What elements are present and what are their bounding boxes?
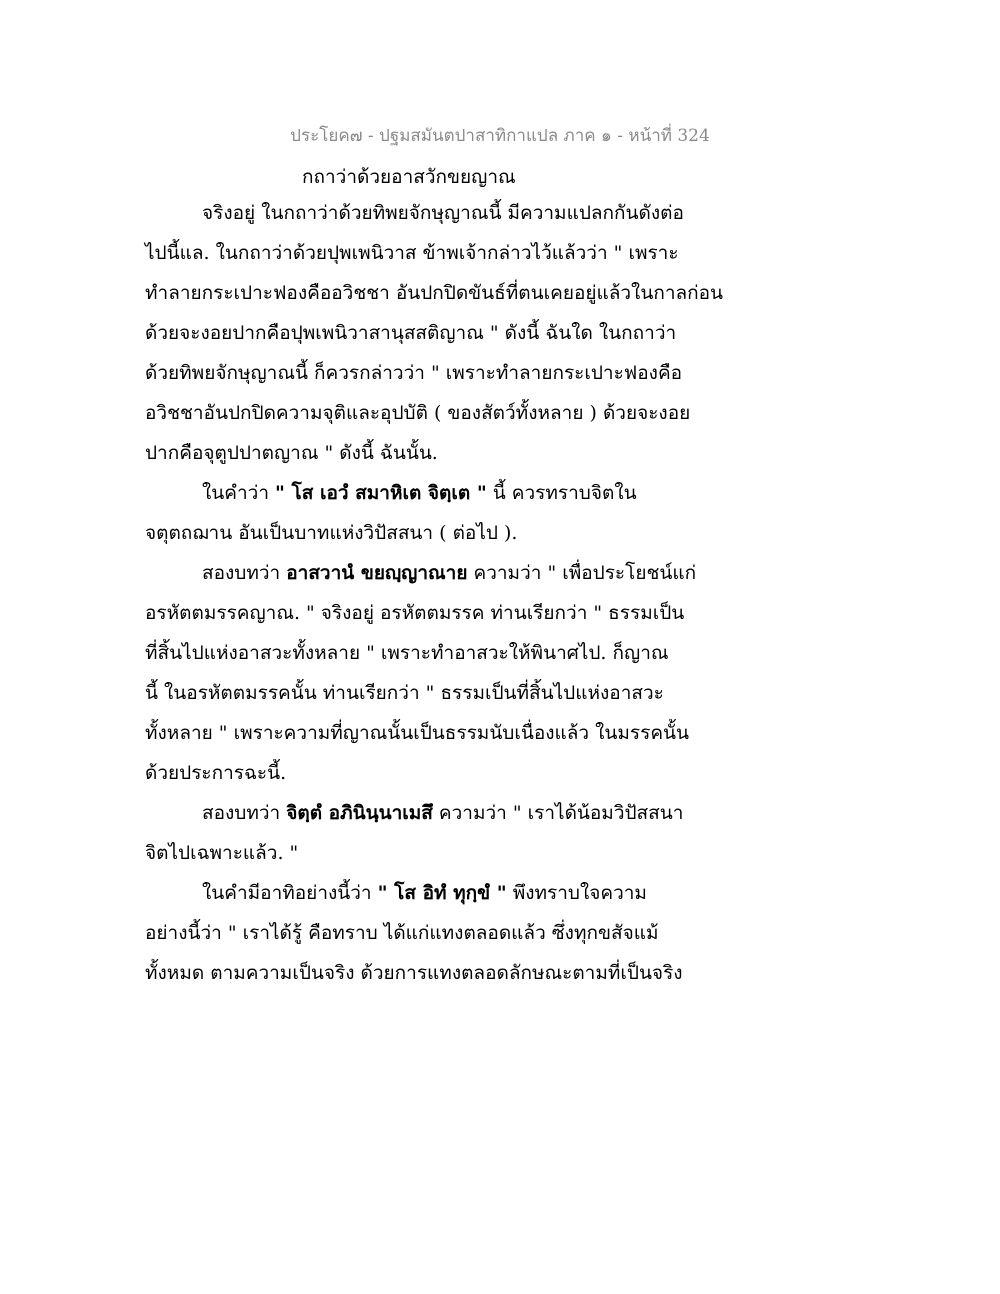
line-text: จริงอยู่ ในกถาว่าด้วยทิพยจักษุญาณนี้ มีความแปลกกันดังต่อ: [202, 202, 684, 224]
text-line-4: [145, 322, 676, 345]
text-line-9: [145, 522, 517, 545]
text-line-7: [145, 442, 438, 465]
line-text: ทำลายกระเปาะฟองคืออวิชชา อันปกปิดขันธ์ที่ตนเคยอยู่แล้วในกาลก่อน: [145, 282, 724, 304]
page-header: ประโยค๗ - ปฐมสมันตปาสาทิกาแปล ภาค ๑ - หน้าที่ 324: [290, 126, 710, 146]
text-line-16: [202, 802, 683, 825]
pali-term: " โส เอวํ สมาหิเต จิตฺเต ": [275, 482, 487, 504]
line-text: ที่สิ้นไปแห่งอาสวะทั้งหลาย " เพราะทำอาสวะให้พินาศไป. ก็ญาณ: [145, 642, 669, 664]
text-line-20: [145, 962, 683, 985]
line-text: อย่างนี้ว่า " เราได้รู้ คือทราบ ได้แก่แทงตลอดแล้ว ซึ่งทุกขสัจแม้: [145, 922, 659, 944]
text-line-8: [202, 482, 637, 505]
line-text: ทั้งหลาย " เพราะความที่ญาณนั้นเป็นธรรมนับเนื่องแล้ว ในมรรคนั้น: [145, 722, 690, 744]
text-line-12: [145, 642, 668, 665]
pali-term: " โส อิทํ ทุกฺขํ ": [377, 882, 507, 904]
line-text: ด้วยจะงอยปากคือปุพเพนิวาสานุสสติญาณ " ดังนี้ ฉันใด ในกถาว่า: [145, 322, 677, 344]
line-text: ความว่า " เพื่อประโยชน์แก่: [467, 562, 697, 584]
line-text: อวิชชาอันปกปิดความจุติและอุปบัติ ( ของสัตว์ทั้งหลาย ) ด้วยจะงอย: [145, 402, 691, 424]
line-text: ปากคือจุตูปปาตญาณ " ดังนี้ ฉันนั้น.: [145, 442, 438, 464]
line-text: ด้วยประการฉะนี้.: [145, 762, 287, 784]
pali-term: อาสวานํ ขยญฺญาณาย: [286, 562, 468, 584]
line-text: ด้วยทิพยจักษุญาณนี้ ก็ควรกล่าวว่า " เพราะทำลายกระเปาะฟองคือ: [145, 362, 683, 384]
line-text: อรหัตตมรรคญาณ. " จริงอยู่ อรหัตตมรรค ท่านเรียกว่า " ธรรมเป็น: [145, 602, 685, 624]
text-line-13: [145, 682, 664, 705]
text-line-5: [145, 362, 682, 385]
line-text: ไปนี้แล. ในกถาว่าด้วยปุพเพนิวาส ข้าพเจ้ากล่าวไว้แล้วว่า " เพราะ: [145, 242, 679, 264]
text-line-2: [145, 242, 679, 265]
line-text: จตุตถฌาน อันเป็นบาทแห่งวิปัสสนา ( ต่อไป ).: [145, 522, 518, 544]
text-line-3: [145, 282, 723, 305]
text-line-15: [145, 762, 286, 785]
line-text: ความว่า " เราได้น้อมวิปัสสนา: [432, 802, 684, 824]
text-line-6: [145, 402, 690, 425]
line-text: สองบทว่า: [202, 802, 287, 824]
text-line-1: [202, 202, 684, 225]
line-text: สองบทว่า: [202, 562, 287, 584]
text-line-10: [202, 562, 696, 585]
line-text: ในคำมีอาทิอย่างนี้ว่า: [202, 882, 378, 904]
line-text: ในคำว่า: [202, 482, 276, 504]
line-text: ทั้งหมด ตามความเป็นจริง ด้วยการแทงตลอดลักษณะตามที่เป็นจริง: [145, 962, 683, 984]
line-text: นี้ ในอรหัตตมรรคนั้น ท่านเรียกว่า " ธรรมเป็นที่สิ้นไปแห่งอาสวะ: [145, 682, 664, 704]
line-text: จิตไปเฉพาะแล้ว. ": [145, 842, 299, 864]
section-title: กถาว่าด้วยอาสวักขยญาณ: [302, 166, 516, 188]
text-line-19: [145, 922, 658, 945]
text-line-14: [145, 722, 689, 745]
line-text: พึงทราบใจความ: [506, 882, 647, 904]
pali-term: จิตฺตํ อภินินฺนาเมสึ: [286, 802, 433, 824]
text-line-11: [145, 602, 684, 625]
text-line-17: [145, 842, 298, 865]
text-line-18: [202, 882, 647, 905]
line-text: นี้ ควรทราบจิตใน: [486, 482, 637, 504]
